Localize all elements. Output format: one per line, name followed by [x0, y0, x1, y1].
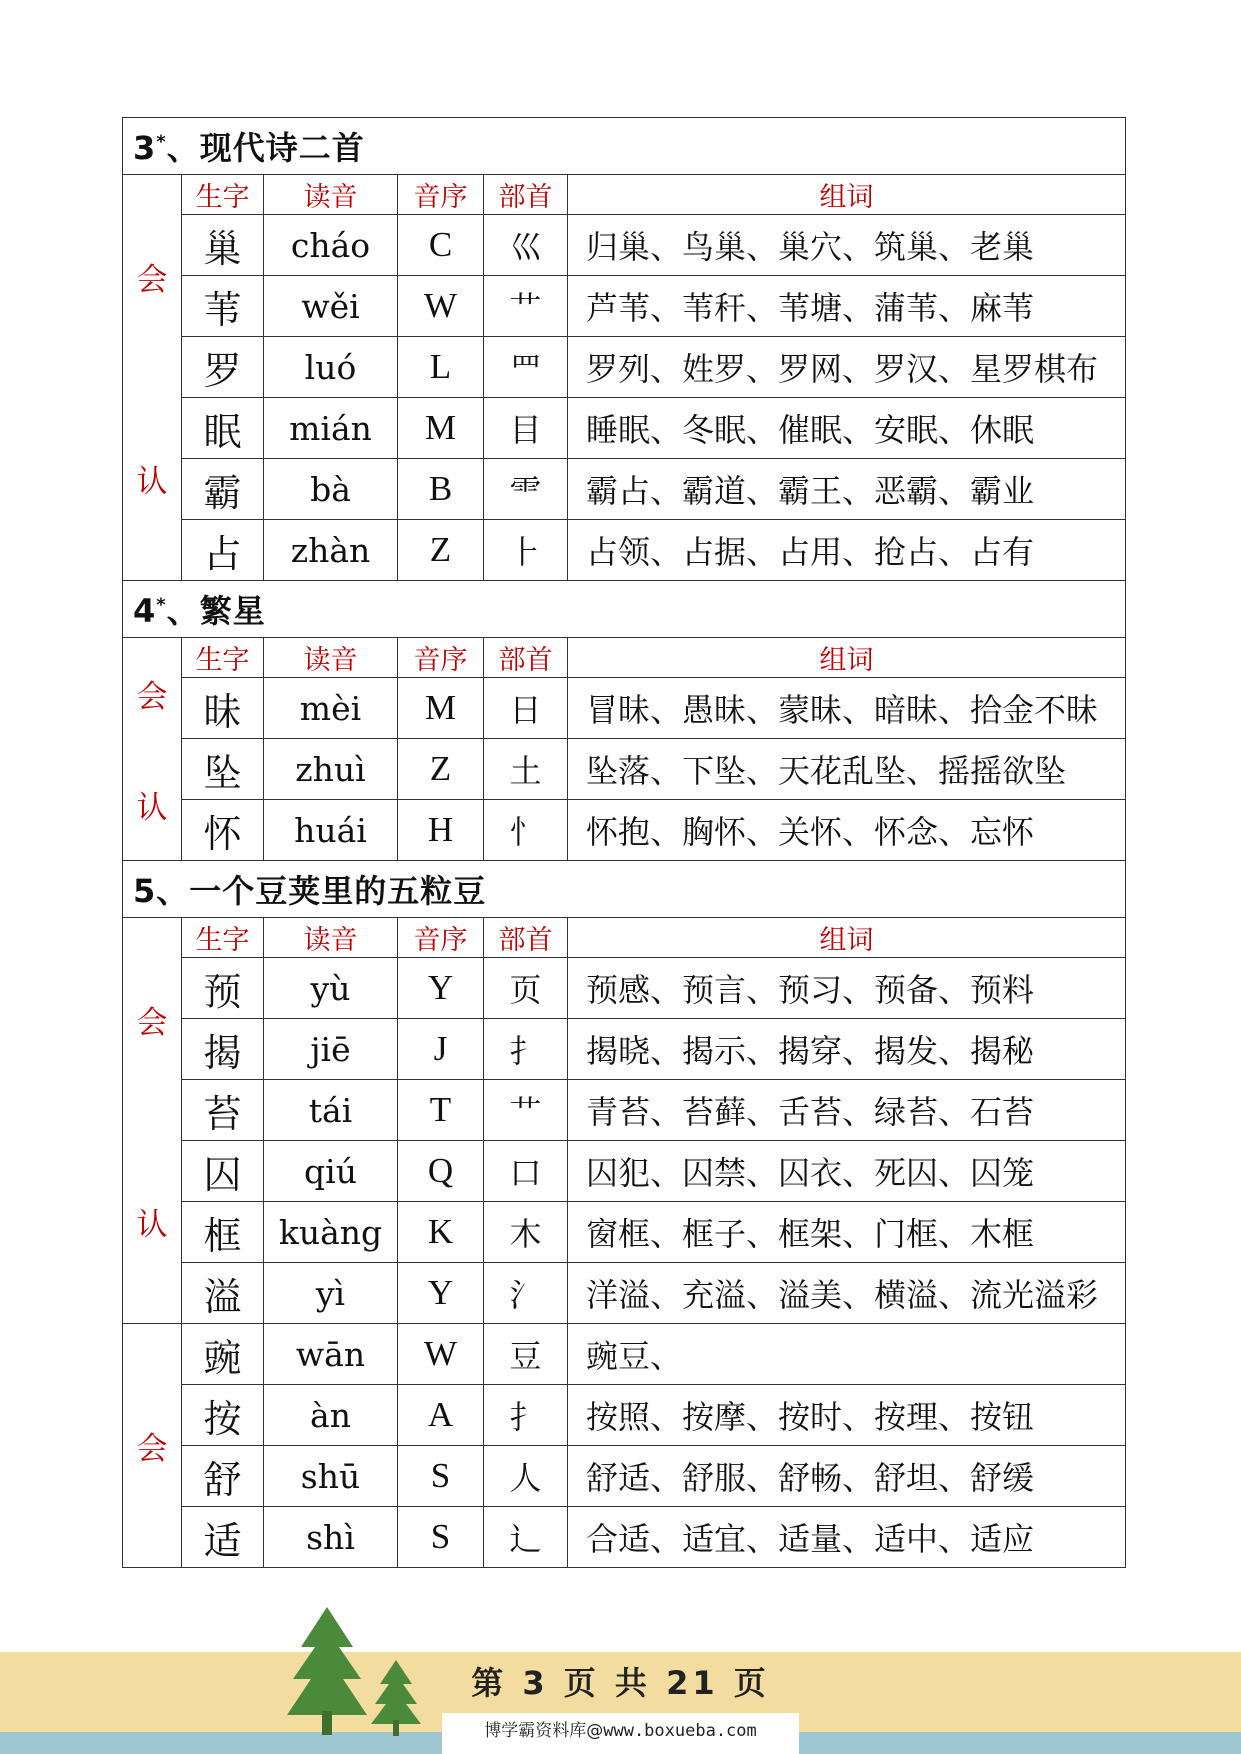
vocab-row	[123, 1446, 1126, 1507]
site-name: 博学霸资料库@	[484, 1721, 604, 1741]
vocab-initial: Q	[398, 1141, 484, 1202]
vocab-initial: J	[398, 1019, 484, 1080]
vocab-initial: M	[398, 398, 484, 459]
vocab-char: 坠	[182, 739, 264, 800]
vocab-char: 豌	[182, 1324, 264, 1385]
vocab-row	[123, 1080, 1126, 1141]
vocab-initial: T	[398, 1080, 484, 1141]
vocab-initial: M	[398, 678, 484, 739]
lesson-title	[123, 581, 1126, 638]
site-credit[interactable]	[442, 1713, 799, 1754]
side-label-hui: 会	[136, 1004, 168, 1041]
vocab-radical: 人	[484, 1446, 568, 1507]
vocab-initial: Z	[398, 520, 484, 581]
vocab-pinyin: jiē	[264, 1019, 398, 1080]
vocab-radical: 氵	[484, 1263, 568, 1324]
header-seq: 音序	[398, 638, 484, 678]
vocab-pinyin: yì	[264, 1263, 398, 1324]
vocab-char: 预	[182, 958, 264, 1019]
vocab-row	[123, 1507, 1126, 1568]
vocab-char: 巢	[182, 215, 264, 276]
lesson-title	[123, 861, 1126, 918]
vocab-radical: ⻗	[484, 459, 568, 520]
vocab-char: 昧	[182, 678, 264, 739]
vocab-radical: 扌	[484, 1019, 568, 1080]
vocab-table	[122, 117, 1126, 1568]
vocab-row	[123, 1019, 1126, 1080]
header-pinyin: 读音	[264, 175, 398, 215]
vocab-row	[123, 739, 1126, 800]
vocab-radical: 忄	[484, 800, 568, 861]
vocab-radical: 土	[484, 739, 568, 800]
header-char: 生字	[182, 918, 264, 958]
vocab-char: 揭	[182, 1019, 264, 1080]
vocab-words: 洋溢、充溢、溢美、横溢、流光溢彩	[568, 1263, 1126, 1324]
vocab-pinyin: tái	[264, 1080, 398, 1141]
header-radical: 部首	[484, 638, 568, 678]
vocab-char: 溢	[182, 1263, 264, 1324]
vocab-radical: 豆	[484, 1324, 568, 1385]
side-label-cell	[123, 1324, 182, 1568]
vocab-radical: 页	[484, 958, 568, 1019]
lesson-name: 、现代诗二首	[166, 129, 365, 167]
vocab-row	[123, 1202, 1126, 1263]
vocab-radical: 巛	[484, 215, 568, 276]
vocab-words: 揭晓、揭示、揭穿、揭发、揭秘	[568, 1019, 1126, 1080]
vocab-radical: 罒	[484, 337, 568, 398]
vocab-pinyin: mèi	[264, 678, 398, 739]
lesson-number: 5	[133, 872, 157, 910]
lesson-star: *	[156, 594, 167, 616]
vocab-row	[123, 459, 1126, 520]
vocab-words: 怀抱、胸怀、关怀、怀念、忘怀	[568, 800, 1126, 861]
vocab-char: 囚	[182, 1141, 264, 1202]
vocab-char: 舒	[182, 1446, 264, 1507]
vocab-initial: W	[398, 1324, 484, 1385]
vocab-initial: W	[398, 276, 484, 337]
vocab-pinyin: àn	[264, 1385, 398, 1446]
vocab-row	[123, 337, 1126, 398]
vocab-pinyin: wěi	[264, 276, 398, 337]
side-label-hui: 会	[136, 261, 168, 298]
vocab-pinyin: bà	[264, 459, 398, 520]
vocab-row	[123, 1385, 1126, 1446]
vocab-radical: 艹	[484, 1080, 568, 1141]
vocab-initial: K	[398, 1202, 484, 1263]
vocab-initial: Y	[398, 958, 484, 1019]
header-seq: 音序	[398, 175, 484, 215]
vocab-initial: S	[398, 1446, 484, 1507]
side-label-ren: 认	[136, 790, 168, 826]
side-label-ren: 认	[136, 464, 168, 501]
vocab-initial: L	[398, 337, 484, 398]
header-pinyin: 读音	[264, 638, 398, 678]
vocab-initial: H	[398, 800, 484, 861]
vocab-sheet	[122, 117, 1125, 1568]
lesson-number: 4	[133, 592, 157, 630]
lesson-name: 、一个豆荚里的五粒豆	[156, 872, 487, 910]
vocab-pinyin: cháo	[264, 215, 398, 276]
vocab-char: 苔	[182, 1080, 264, 1141]
vocab-words: 合适、适宜、适量、适中、适应	[568, 1507, 1126, 1568]
vocab-words: 归巢、鸟巢、巢穴、筑巢、老巢	[568, 215, 1126, 276]
vocab-char: 按	[182, 1385, 264, 1446]
vocab-words: 冒昧、愚昧、蒙昧、暗昧、拾金不昧	[568, 678, 1126, 739]
vocab-pinyin: qiú	[264, 1141, 398, 1202]
vocab-char: 占	[182, 520, 264, 581]
vocab-char: 罗	[182, 337, 264, 398]
vocab-radical: 木	[484, 1202, 568, 1263]
vocab-radical: 扌	[484, 1385, 568, 1446]
vocab-pinyin: wān	[264, 1324, 398, 1385]
vocab-radical: 口	[484, 1141, 568, 1202]
vocab-row	[123, 958, 1126, 1019]
header-words: 组词	[568, 638, 1126, 678]
lesson-star: *	[156, 131, 167, 153]
side-label-ren: 认	[136, 1207, 168, 1244]
vocab-radical: ⺊	[484, 520, 568, 581]
vocab-initial: C	[398, 215, 484, 276]
header-words: 组词	[568, 918, 1126, 958]
side-label-hui: 会	[136, 679, 168, 715]
vocab-radical: 辶	[484, 1507, 568, 1568]
header-words: 组词	[568, 175, 1126, 215]
vocab-row	[123, 398, 1126, 459]
column-header-row	[123, 175, 1126, 215]
vocab-initial: B	[398, 459, 484, 520]
lesson-name: 、繁星	[166, 592, 266, 630]
vocab-words: 罗列、姓罗、罗网、罗汉、星罗棋布	[568, 337, 1126, 398]
vocab-row	[123, 1141, 1126, 1202]
vocab-words: 坠落、下坠、天花乱坠、摇摇欲坠	[568, 739, 1126, 800]
vocab-words: 睡眠、冬眠、催眠、安眠、休眠	[568, 398, 1126, 459]
vocab-pinyin: zhuì	[264, 739, 398, 800]
vocab-row	[123, 1324, 1126, 1385]
side-label-cell	[123, 175, 182, 581]
vocab-char: 眠	[182, 398, 264, 459]
vocab-char: 适	[182, 1507, 264, 1568]
vocab-words: 青苔、苔藓、舌苔、绿苔、石苔	[568, 1080, 1126, 1141]
vocab-words: 按照、按摩、按时、按理、按钮	[568, 1385, 1126, 1446]
column-header-row	[123, 638, 1126, 678]
vocab-words: 囚犯、囚禁、囚衣、死囚、囚笼	[568, 1141, 1126, 1202]
vocab-radical: 日	[484, 678, 568, 739]
vocab-words: 豌豆、	[568, 1324, 1126, 1385]
vocab-words: 预感、预言、预习、预备、预料	[568, 958, 1126, 1019]
side-label-cell	[123, 638, 182, 861]
vocab-row	[123, 678, 1126, 739]
vocab-row	[123, 215, 1126, 276]
vocab-words: 占领、占据、占用、抢占、占有	[568, 520, 1126, 581]
vocab-row	[123, 276, 1126, 337]
header-radical: 部首	[484, 175, 568, 215]
vocab-row	[123, 520, 1126, 581]
column-header-row	[123, 918, 1126, 958]
page-number: 第 3 页 共 21 页	[471, 1664, 770, 1702]
vocab-char: 苇	[182, 276, 264, 337]
vocab-pinyin: zhàn	[264, 520, 398, 581]
vocab-row	[123, 1263, 1126, 1324]
header-radical: 部首	[484, 918, 568, 958]
vocab-words: 舒适、舒服、舒畅、舒坦、舒缓	[568, 1446, 1126, 1507]
vocab-initial: S	[398, 1507, 484, 1568]
vocab-initial: Z	[398, 739, 484, 800]
vocab-row	[123, 800, 1126, 861]
header-char: 生字	[182, 638, 264, 678]
vocab-pinyin: luó	[264, 337, 398, 398]
header-pinyin: 读音	[264, 918, 398, 958]
vocab-initial: Y	[398, 1263, 484, 1324]
vocab-pinyin: mián	[264, 398, 398, 459]
lesson-title-row	[123, 861, 1126, 918]
header-seq: 音序	[398, 918, 484, 958]
header-char: 生字	[182, 175, 264, 215]
side-label-cell	[123, 918, 182, 1324]
vocab-initial: A	[398, 1385, 484, 1446]
vocab-radical: 目	[484, 398, 568, 459]
vocab-pinyin: kuàng	[264, 1202, 398, 1263]
vocab-pinyin: huái	[264, 800, 398, 861]
side-label-hui: 会	[136, 1431, 168, 1467]
lesson-title	[123, 118, 1126, 175]
vocab-char: 怀	[182, 800, 264, 861]
vocab-radical: 艹	[484, 276, 568, 337]
vocab-pinyin: yù	[264, 958, 398, 1019]
site-url[interactable]: www.boxueba.com	[603, 1721, 757, 1741]
vocab-words: 窗框、框子、框架、门框、木框	[568, 1202, 1126, 1263]
vocab-char: 霸	[182, 459, 264, 520]
lesson-title-row	[123, 581, 1126, 638]
lesson-title-row	[123, 118, 1126, 175]
lesson-number: 3	[133, 129, 157, 167]
vocab-words: 霸占、霸道、霸王、恶霸、霸业	[568, 459, 1126, 520]
vocab-char: 框	[182, 1202, 264, 1263]
vocab-pinyin: shū	[264, 1446, 398, 1507]
vocab-pinyin: shì	[264, 1507, 398, 1568]
vocab-words: 芦苇、苇秆、苇塘、蒲苇、麻苇	[568, 276, 1126, 337]
